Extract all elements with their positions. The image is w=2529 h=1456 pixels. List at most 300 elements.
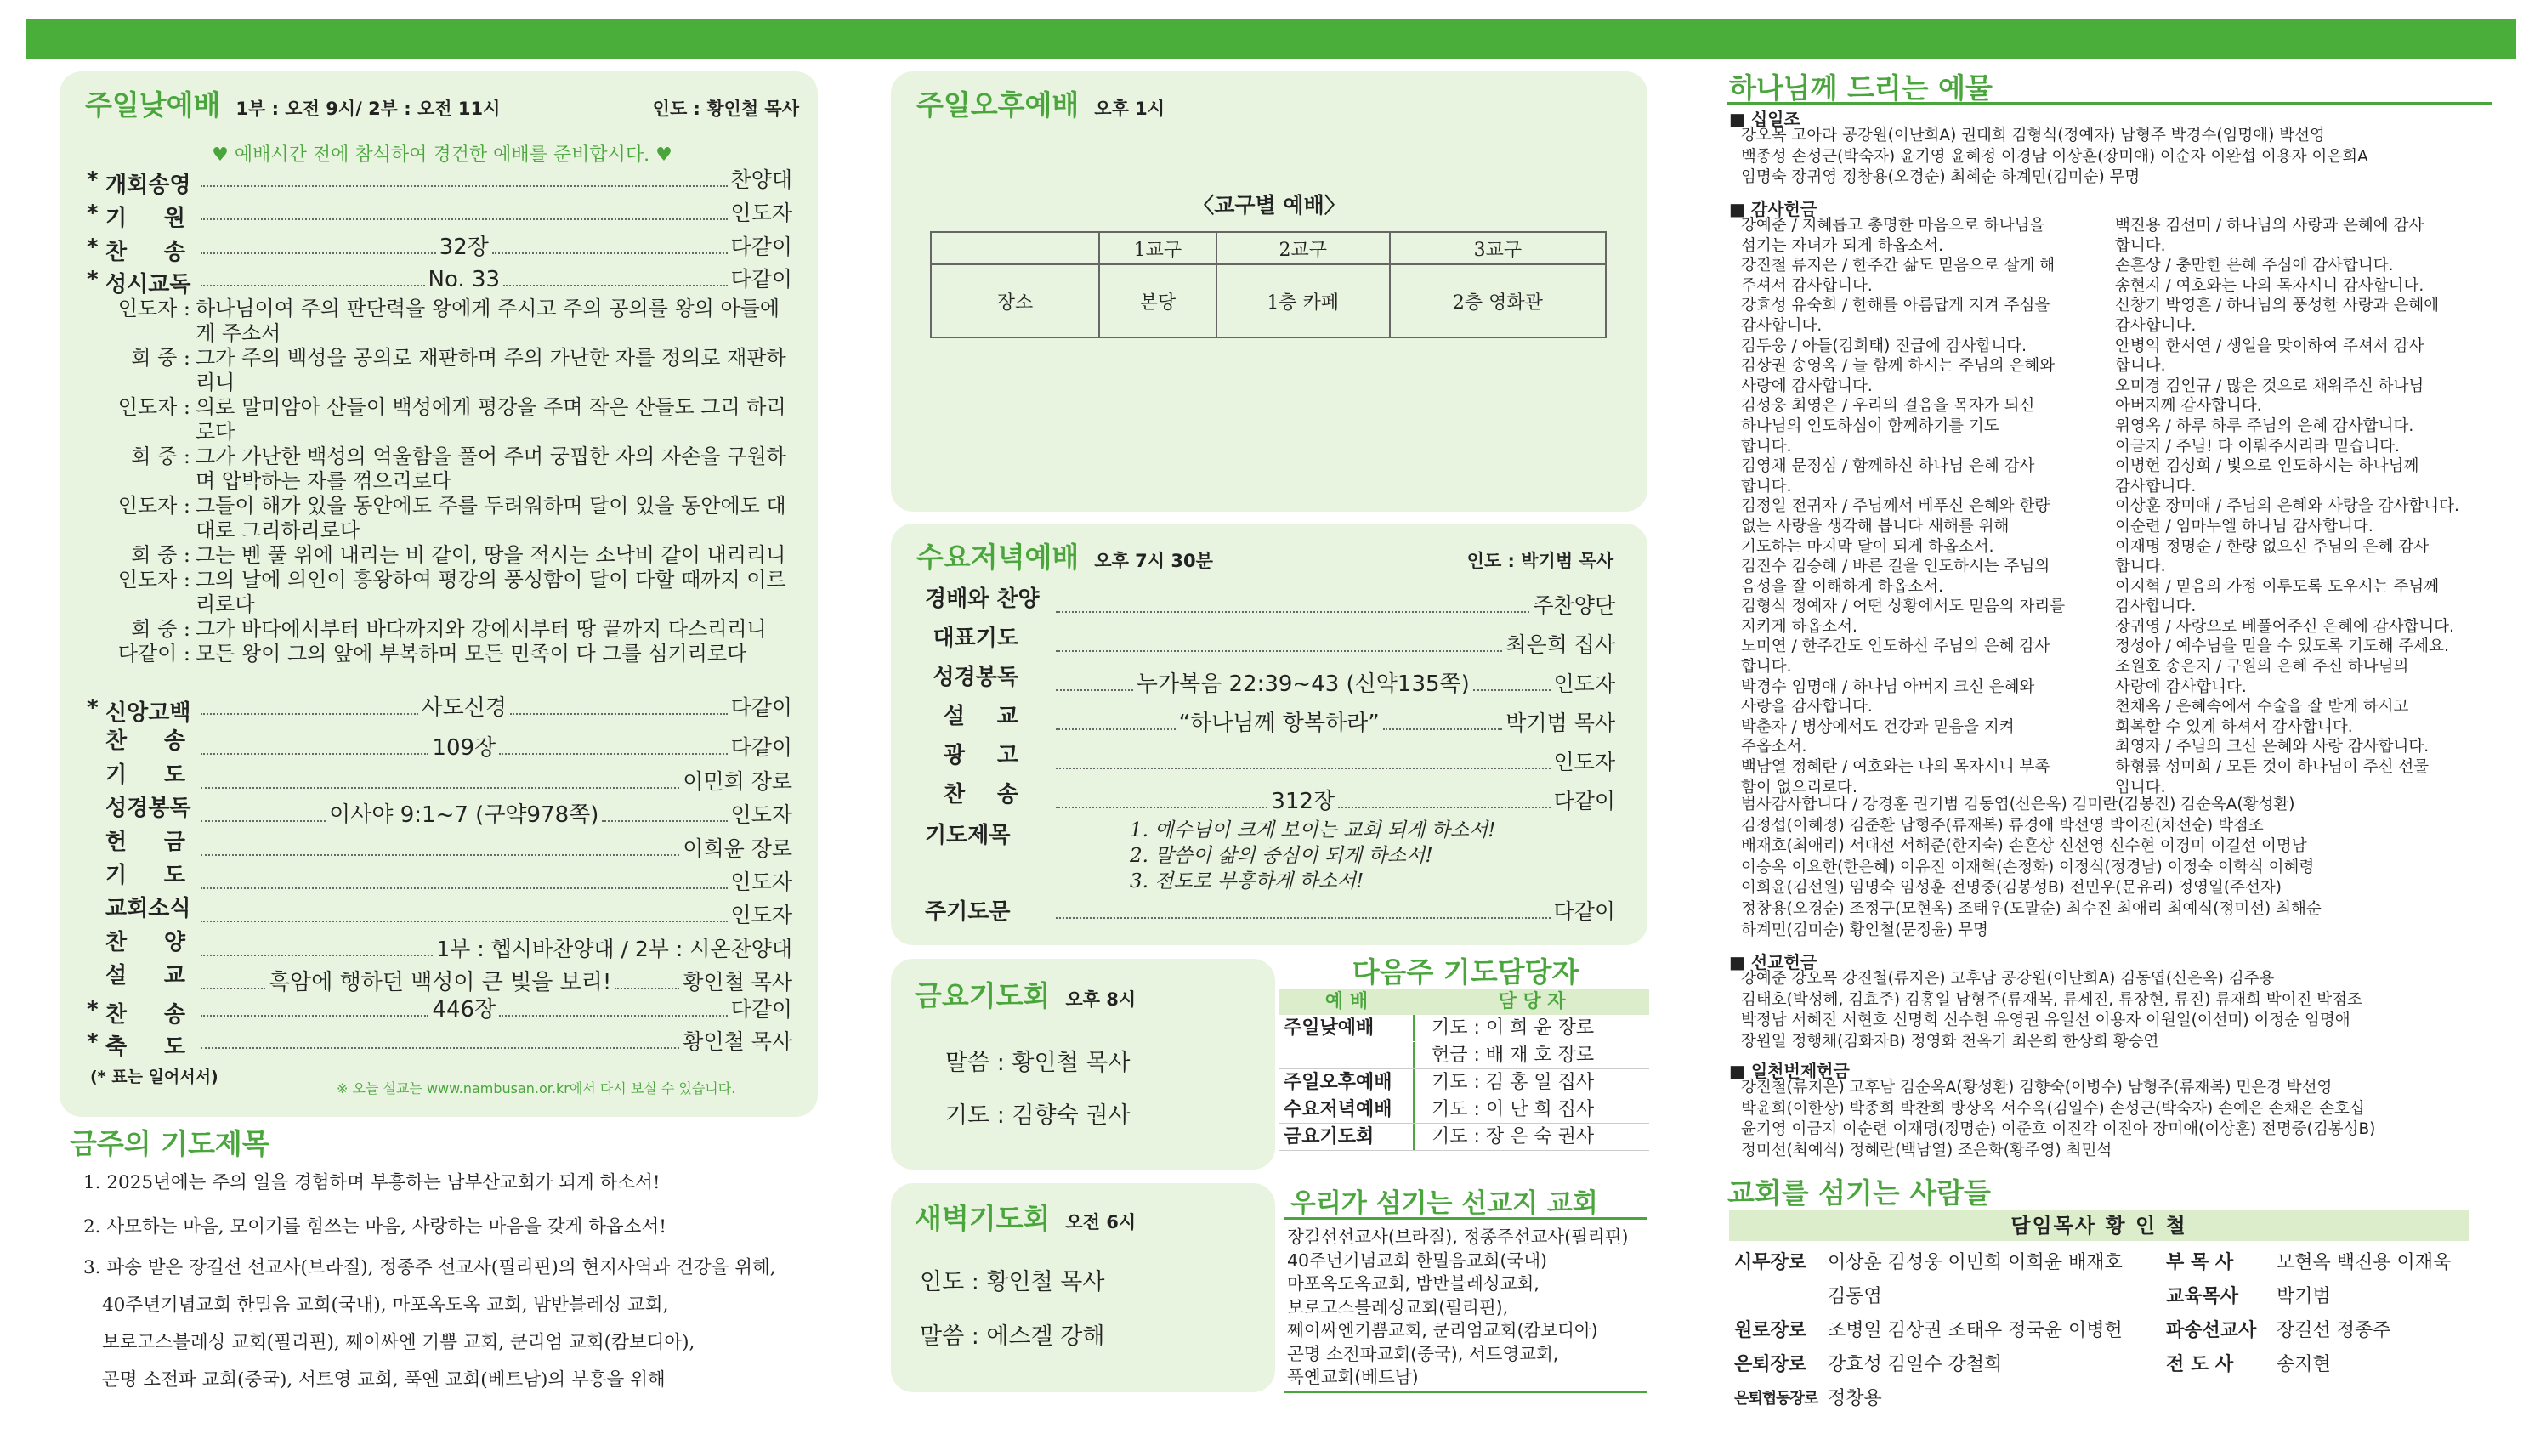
order-label-char: 찬	[105, 240, 128, 265]
offering-line: 백진용 김선미 / 하나님의 사랑과 은혜에 감사	[2115, 217, 2424, 235]
order-leader: 이희윤 장로	[683, 836, 792, 861]
responsive-speaker: 인도자 :	[117, 568, 190, 592]
mission-offering-list	[1741, 969, 2362, 1052]
staff-left	[1734, 1246, 2159, 1416]
order-label-char: 금	[163, 829, 185, 855]
leader-dots	[201, 218, 728, 220]
staff-names-line: 강효성 김일수 강철희	[1828, 1354, 2003, 1375]
order-star	[925, 620, 933, 652]
order-label-char: 광	[944, 743, 966, 768]
responsive-line	[98, 642, 797, 666]
ilcheon-offering-list	[1741, 1078, 2375, 1161]
order-label	[87, 790, 197, 822]
offering-line: 김정일 전귀자 / 주님께서 베푸신 은혜와 한량	[1741, 497, 2050, 516]
order-label-char: 찬	[105, 929, 128, 955]
order-leader: 다같이	[730, 735, 793, 761]
offering-line: 천채옥 / 은혜속에서 수술을 잘 받게 하시고	[2115, 698, 2409, 717]
nextweek-row	[1279, 1042, 1649, 1069]
staff-role: 교육목사	[2166, 1286, 2239, 1307]
order-leader: 인도자	[730, 802, 793, 828]
offering-line: 사랑을 감사합니다.	[1741, 698, 1873, 717]
order-row	[87, 196, 792, 229]
staff-names-line: 장길선 정종주	[2277, 1320, 2391, 1341]
order-label	[87, 267, 197, 298]
staff-role: 시무장로	[1734, 1252, 1807, 1273]
offering-line: 김정섭(이혜정) 김준환 남형주(류재복) 류경애 박선영 박이진(차선순) 박점조	[1741, 816, 2264, 835]
missions-list	[1287, 1226, 1628, 1390]
order-label-text	[105, 201, 197, 232]
order-label-text	[105, 1029, 197, 1061]
order-star	[87, 824, 105, 856]
nextweek-header-service: 예 배	[1324, 991, 1369, 1012]
nextweek-person: 헌금 : 배 재 호 장로	[1432, 1045, 1595, 1066]
staff-names	[2277, 1246, 2451, 1280]
order-row	[925, 620, 1615, 660]
order-leader: 인도자	[730, 869, 792, 894]
order-label-char: 교	[996, 704, 1018, 729]
leader-dots	[1056, 728, 1176, 730]
responsive-speaker: 회 중 :	[131, 445, 190, 468]
nextweek-service: 주일오후예배	[1279, 1069, 1415, 1096]
order-content: 누가복음 22:39~43 (신약135쪽)	[1136, 671, 1470, 697]
order-label-text	[105, 858, 197, 889]
staff-right	[2166, 1246, 2506, 1382]
order-leader: 다같이	[1553, 789, 1616, 813]
order-label-char: 찬	[105, 728, 128, 755]
prayer-item: 40주년기념교회 한밀음 교회(국내), 마포옥도옥 교회, 밤반블레싱 교회,	[102, 1295, 669, 1316]
offering-line: 사랑에 감사합니다.	[2115, 677, 2247, 696]
offering-line: 입니다.	[2115, 778, 2166, 796]
order-row	[87, 925, 792, 961]
order-label-text	[105, 824, 197, 856]
leader-dots	[492, 252, 728, 254]
offering-line: 강진철 류지은 / 한주간 삶도 믿음으로 살게 해	[1741, 257, 2056, 275]
leader-dots	[201, 1015, 428, 1017]
leader-dots	[1056, 689, 1133, 691]
staff-row	[1734, 1314, 2159, 1348]
order-leader: 최은희 집사	[1505, 632, 1615, 657]
order-label-text	[105, 958, 197, 989]
offering-line: 정미선(최예식) 정혜란(백남열) 조은화(황주영) 최민석	[1741, 1141, 2112, 1159]
staff-names-line: 박기범	[2277, 1286, 2331, 1307]
order-star	[925, 738, 944, 769]
offering-line: 이희윤(김선원) 임명숙 임성훈 전명중(김봉성B) 전민우(문유리) 정영일(주선자)	[1741, 879, 2282, 898]
order-label	[87, 824, 197, 856]
mission-line: 보로고스블레싱교회(필리핀),	[1287, 1296, 1509, 1317]
responsive-line	[98, 617, 797, 642]
wednesday-prayer-item: 2. 말씀이 삶의 중심이 되게 하소서!	[1130, 845, 1433, 867]
order-leader: 황인철 목사	[683, 970, 793, 995]
order-leader: 박기범 목사	[1505, 711, 1615, 735]
offering-line: 이병헌 김성희 / 빛으로 인도하시는 하나님께	[2115, 457, 2419, 476]
offering-line: 김성웅 최영은 / 우리의 걸음을 목자가 되신	[1741, 397, 2035, 416]
order-content: 흑암에 행하던 백성이 큰 빛을 보리!	[268, 970, 612, 996]
wednesday-preacher: 인도 : 박기범 목사	[1466, 551, 1613, 571]
order-star	[925, 660, 933, 691]
offering-line: 강진철(류지은) 고후남 김순옥A(황성환) 김향숙(이병수) 남형주(류재복) 민은경 박선영	[1741, 1079, 2333, 1096]
order-row	[87, 757, 792, 794]
responsive-line	[98, 543, 797, 568]
order-row	[87, 1025, 792, 1058]
parish-table	[930, 231, 1607, 338]
leader-dots	[201, 820, 326, 822]
nextweek-person: 기도 : 김 홍 일 집사	[1432, 1072, 1595, 1093]
wednesday-prayer-items	[1130, 818, 1496, 894]
order-leader: 다같이	[730, 267, 792, 292]
leader-dots	[201, 753, 428, 755]
order-label-char: 기	[105, 762, 128, 788]
staff-names	[1828, 1382, 1882, 1416]
offering-line: 함이 없으리로다.	[1741, 778, 1857, 796]
offering-line: 박경수 임명애 / 하나님 아버지 크신 은혜와	[1741, 677, 2035, 696]
staff-names	[2277, 1280, 2331, 1314]
sunday-footnote: (* 표는 일어서서)	[90, 1068, 218, 1086]
nextweek-person: 기도 : 장 은 숙 권사	[1432, 1126, 1595, 1147]
offering-line: 김태호(박성혜, 김효주) 김홍일 남형주(류재복, 류세진, 류장현, 류진) 류재희 박이진 박점조	[1741, 990, 2362, 1009]
top-banner	[26, 19, 2516, 59]
order-label-char: 송	[163, 728, 185, 755]
offering-line: 강예준 강오목 강진철(류지은) 고후남 공강원(이난희A) 김동엽(신은옥) 김주용	[1741, 970, 2275, 988]
responsive-speaker: 인도자 :	[117, 395, 190, 419]
nextweek-header-person: 담 당 자	[1498, 991, 1566, 1012]
leader-dots	[1056, 768, 1551, 769]
responsive-text: 하나님이여 주의 판단력을 왕에게 주시고 주의 공의를 왕의 아들에게 주소서	[196, 297, 780, 345]
staff-row	[1734, 1382, 2159, 1416]
mission-line: 장길선선교사(브라질), 정종주선교사(필리핀)	[1287, 1227, 1629, 1247]
thanks-heading: ■ 감사헌금	[1729, 199, 1817, 219]
staff-role: 부 목 사	[2166, 1252, 2234, 1273]
tithe-list	[1741, 126, 2368, 189]
order-row	[87, 790, 793, 829]
offering-line: 섬기는 자녀가 되게 하옵소서.	[1741, 236, 1943, 255]
leader-dots	[201, 854, 679, 856]
leader-dots	[1473, 689, 1551, 691]
offering-line: 주옵소서.	[1741, 738, 1807, 756]
offering-line: 이승옥 이요한(한은혜) 이유진 이재혁(손정화) 이정식(정경남) 이정숙 이학식 이혜령	[1741, 858, 2315, 876]
offering-line: 합니다.	[2115, 357, 2166, 376]
offering-line: 범사감사합니다 / 강경훈 권기범 김동엽(신은옥) 김미란(김봉진) 김순옥A(황성환)	[1741, 796, 2295, 813]
offering-line: 감사합니다.	[2115, 477, 2197, 496]
responsive-line	[98, 568, 797, 617]
order-star	[87, 958, 105, 989]
offering-line: 합니다.	[1741, 658, 1792, 677]
order-label	[87, 858, 197, 889]
order-label	[925, 660, 1052, 691]
nextweek-row	[1279, 1015, 1649, 1042]
staff-names	[1828, 1246, 2123, 1314]
responsive-text: 그가 가난한 백성의 억울함을 풀어 주며 궁핍한 자의 자손을 구원하며 압박하는 자를 꺾으리로다	[196, 445, 786, 493]
staff-role: 은퇴협동장로	[1734, 1390, 1818, 1408]
leader-dots	[201, 921, 728, 922]
offering-line: 노미연 / 한주간도 인도하신 주님의 은혜 감사	[1741, 637, 2050, 656]
friday-line1: 말씀 : 황인철 목사	[945, 1050, 1131, 1076]
wednesday-prayer-label: 기도제목	[925, 823, 1011, 848]
offering-line: 김진수 김승혜 / 바른 길을 인도하시는 주님의	[1741, 558, 2050, 576]
order-label	[87, 235, 197, 266]
offering-line: 하나님의 인도하심이 함께하기를 기도	[1741, 416, 1999, 435]
order-label	[87, 997, 197, 1028]
offering-line: 이상훈 장미애 / 주님의 은혜와 사랑을 감사합니다.	[2115, 497, 2459, 516]
order-row	[87, 163, 792, 196]
staff-row	[2166, 1280, 2506, 1314]
offering-line: 이재명 정명순 / 한량 없으신 주님의 은혜 감사	[2115, 537, 2430, 556]
order-label-text: 성경봉독	[105, 796, 191, 822]
offering-line: 윤기영 이금지 이순련 이재명(정명순) 이준호 이진각 이진아 장미애(이상훈) 전명중(김봉성B)	[1741, 1120, 2376, 1138]
sunday-notice: ♥ 예배시간 전에 참석하여 경건한 예배를 준비합시다. ♥	[212, 144, 672, 166]
sunday-time: 1부 : 오전 9시/ 2부 : 오전 11시	[235, 99, 501, 119]
order-label-char: 송	[163, 240, 185, 265]
nextweek-table	[1279, 989, 1649, 1151]
leader-dots	[615, 988, 679, 989]
offering-line: 아버지께 감사합니다.	[2115, 397, 2262, 416]
offering-line: 강예준 / 지혜롭고 총명한 마음으로 하나님을	[1741, 217, 2045, 235]
responsive-speaker: 회 중 :	[131, 617, 190, 641]
afternoon-time: 오후 1시	[1094, 99, 1165, 119]
offering-line: 합니다.	[1741, 477, 1792, 496]
responsive-speaker: 인도자 :	[117, 297, 190, 320]
leader-dots	[1056, 611, 1529, 613]
order-label-char: 고	[996, 743, 1018, 768]
responsive-reading	[98, 297, 797, 666]
order-label-text: 경배와 찬양	[925, 586, 1040, 612]
order-leader: 1부 : 헵시바찬양대 / 2부 : 시온찬양대	[436, 936, 792, 961]
order-label-char: 도	[163, 862, 185, 888]
order-label-char: 설	[944, 704, 966, 729]
sunday-order-bottom	[87, 690, 792, 1058]
order-row	[925, 777, 1615, 816]
order-label	[925, 620, 1052, 652]
order-label-char: 찬	[105, 1001, 128, 1028]
offering-line: 배재호(최애리) 서대선 서해준(한지숙) 손흔상 신선영 신수현 이경미 이길선 이명남	[1741, 837, 2307, 856]
order-label-char: 양	[163, 929, 185, 955]
nextweek-row	[1279, 1096, 1649, 1124]
order-label-text	[105, 925, 197, 956]
order-label	[87, 723, 197, 755]
offering-line: 지키게 하옵소서.	[1741, 617, 1857, 636]
staff-row	[2166, 1246, 2506, 1280]
order-leader: 황인철 목사	[683, 1028, 792, 1054]
offering-line: 음성을 잘 이해하게 하옵소서.	[1741, 577, 1943, 596]
order-label-char: 원	[163, 206, 185, 231]
offering-line: 하계민(김미순) 황인철(문정윤) 무명	[1741, 921, 1988, 939]
nextweek-service: 주일낮예배	[1279, 1015, 1415, 1041]
staff-names-line: 정창용	[1828, 1388, 1882, 1409]
offering-line: 김형식 정예자 / 어떤 상황에서도 믿음의 자리를	[1741, 598, 2066, 616]
staff-title: 교회를 섬기는 사람들	[1727, 1176, 1991, 1210]
offering-line: 이금지 / 주님! 다 이뤄주시리라 믿습니다.	[2115, 437, 2400, 456]
order-label-text	[944, 777, 1052, 808]
leader-dots	[201, 887, 728, 889]
senior-pastor-bar: 담임목사 황 인 철	[1729, 1210, 2469, 1241]
nextweek-person: 기도 : 이 난 희 집사	[1432, 1099, 1595, 1120]
offering-line: 감사합니다.	[2115, 316, 2197, 335]
offering-line: 임명숙 장귀영 정창용(오경순) 최혜순 하계민(김미순) 무명	[1741, 168, 2141, 186]
friday-time: 오후 8시	[1065, 989, 1137, 1010]
wednesday-time: 오후 7시 30분	[1094, 551, 1213, 571]
leader-dots	[1056, 650, 1502, 652]
offering-line: 감사합니다.	[1741, 316, 1823, 335]
tithe-heading: ■ 십일조	[1729, 109, 1800, 129]
order-label	[925, 777, 1052, 808]
offering-line: 장귀영 / 사랑으로 베풀어주신 은혜에 감사합니다.	[2115, 617, 2454, 636]
order-label	[87, 757, 197, 789]
leader-dots	[201, 988, 265, 989]
parish-header-1: 1교구	[1099, 232, 1216, 264]
staff-names	[2277, 1348, 2331, 1382]
nextweek-row	[1279, 1069, 1649, 1096]
nextweek-service: 수요저녁예배	[1279, 1096, 1415, 1123]
staff-row	[2166, 1314, 2506, 1348]
order-label	[87, 891, 197, 922]
parish-header-2: 2교구	[1216, 232, 1390, 264]
offering-line: 박정남 서혜진 서현호 신명희 신수현 유영권 유일선 이용자 이원일(이선미) 이정순 임명애	[1741, 1011, 2350, 1029]
leader-dots	[1383, 728, 1503, 730]
order-content: “하나님께 항복하라”	[1178, 711, 1380, 736]
order-row	[925, 581, 1615, 620]
prayer-item: 곤명 소전파 교회(중국), 서트영 교회, 푹옌 교회(베트남)의 부흥을 위해	[102, 1369, 666, 1391]
order-label-char: 송	[163, 1001, 185, 1028]
order-star	[87, 891, 105, 922]
sunday-footnote-url: ※ 오늘 설교는 www.nambusan.or.kr에서 다시 보실 수 있습니다.	[337, 1080, 736, 1096]
order-row	[87, 723, 793, 762]
mission-heading: ■ 선교헌금	[1729, 952, 1817, 972]
order-content: 109장	[432, 735, 496, 762]
offering-line: 감사합니다.	[2115, 598, 2197, 616]
nextweek-person: 기도 : 이 희 윤 장로	[1432, 1017, 1595, 1039]
responsive-text: 그들이 해가 있을 동안에도 주를 두려워하며 달이 있을 동안에도 대대로 그리하리로다	[196, 494, 786, 542]
offerings-title: 하나님께 드리는 예물	[1729, 71, 1993, 105]
dawn-title: 새벽기도회	[915, 1202, 1051, 1235]
order-label-char: 교	[163, 963, 185, 989]
wednesday-prayer	[925, 818, 1615, 894]
order-label-text	[944, 699, 1052, 730]
offering-line: 장원일 정행채(김화자B) 정영화 천옥기 최은희 한상희 황승연	[1741, 1032, 2159, 1051]
order-star	[87, 790, 105, 822]
order-row	[87, 690, 793, 726]
offering-line: 하형률 성미희 / 모든 것이 하나님이 주신 선물	[2115, 758, 2430, 777]
responsive-speaker: 다같이 :	[117, 642, 190, 666]
offering-line: 주셔서 감사합니다.	[1741, 276, 1873, 295]
order-label-text	[105, 997, 197, 1028]
friday-title: 금요기도회	[915, 979, 1051, 1012]
offering-line: 기도하는 마지막 달이 되게 하옵소서.	[1741, 537, 1994, 556]
order-label-text	[105, 235, 197, 266]
order-leader: 다같이	[730, 695, 793, 720]
leader-dots	[201, 185, 728, 187]
friday-line2: 기도 : 김향숙 권사	[945, 1102, 1131, 1129]
prayer-item: 보로고스블레싱 교회(필리핀), 쩨이싸엔 기쁨 교회, 쿤리엄 교회(캄보디아),	[102, 1332, 695, 1353]
leader-dots	[510, 713, 728, 715]
order-label-char: 찬	[944, 782, 966, 807]
staff-row	[1734, 1246, 2159, 1314]
responsive-text: 그가 주의 백성을 공의로 재판하며 주의 가난한 자를 정의로 재판하리니	[196, 346, 786, 394]
order-label	[925, 738, 1052, 769]
order-label-text: 성경봉독	[933, 665, 1018, 690]
order-content: 446장	[432, 996, 496, 1023]
responsive-line	[98, 445, 797, 494]
order-star	[925, 699, 944, 730]
order-row	[925, 738, 1615, 777]
order-leader: 이민희 장로	[683, 768, 792, 794]
offering-line: 이지혁 / 믿음의 가정 이루도록 도우시는 주님께	[2115, 577, 2440, 596]
order-star	[87, 858, 105, 889]
staff-names-line: 이상훈 김성웅 이민희 이희윤 배재호	[1828, 1252, 2123, 1273]
order-label-text: 성시교독	[105, 272, 191, 297]
order-label	[87, 1029, 197, 1061]
parish-cell-0: 장소	[931, 264, 1099, 337]
order-row	[87, 891, 792, 928]
nextweek-service: 금요기도회	[1279, 1124, 1415, 1150]
order-label-char: 송	[996, 782, 1018, 807]
staff-names	[1828, 1314, 2123, 1348]
order-star: *	[87, 996, 99, 1023]
order-star: *	[87, 1028, 99, 1055]
order-star: *	[87, 201, 99, 226]
order-leader: 인도자	[1553, 750, 1615, 774]
staff-names	[1828, 1348, 2002, 1382]
wednesday-prayer-item: 3. 전도로 부흥하게 하소서!	[1130, 870, 1364, 892]
staff-names	[2277, 1314, 2391, 1348]
order-star: *	[87, 267, 99, 292]
offering-line: 김상권 송영옥 / 늘 함께 하시는 주님의 은혜와	[1741, 357, 2056, 376]
offering-line: 합니다.	[1741, 437, 1792, 456]
order-row	[87, 824, 792, 861]
sunday-order-top	[87, 163, 792, 296]
dawn-time: 오전 6시	[1065, 1212, 1137, 1232]
order-label-text	[105, 723, 197, 755]
order-label-text: 교회소식	[105, 896, 191, 922]
order-label-char: 설	[105, 963, 128, 989]
sunday-header	[85, 83, 799, 167]
parish-cell-2: 1층 카페	[1216, 264, 1390, 337]
offering-line: 최영자 / 주님의 크신 은혜와 사랑 감사합니다.	[2115, 738, 2430, 756]
responsive-text: 모든 왕이 그의 앞에 부복하며 모든 민족이 다 그를 섬기리로다	[196, 642, 747, 666]
order-leader: 인도자	[730, 903, 792, 928]
order-label-text: 신앙고백	[105, 700, 191, 726]
staff-names-line: 모현옥 백진용 이재욱	[2277, 1252, 2452, 1273]
leader-dots	[201, 1047, 679, 1049]
staff-role: 파송선교사	[2166, 1320, 2257, 1341]
responsive-line	[98, 346, 797, 395]
responsive-line	[98, 494, 797, 543]
order-leader: 인도자	[730, 201, 792, 225]
order-row	[87, 229, 792, 263]
order-star	[87, 723, 105, 755]
offering-line: 강오목 고아라 공강원(이난희A) 권태희 김형식(정예자) 남형주 박경수(임명애) 박선영	[1741, 127, 2325, 144]
leader-dots	[503, 285, 728, 286]
parish-header-3: 3교구	[1390, 232, 1606, 264]
offering-line: 손흔상 / 충만한 은혜 주심에 감사합니다.	[2115, 257, 2394, 275]
mission-line: 마포옥도옥교회, 밤반블레싱교회,	[1287, 1273, 1540, 1294]
offering-line: 조원호 송은지 / 구원의 은혜 주신 하나님의	[2115, 658, 2409, 677]
offering-line: 박춘자 / 병상에서도 건강과 믿음을 지켜	[1741, 717, 2015, 736]
staff-role: 원로장로	[1734, 1320, 1807, 1341]
offering-line: 정창용(오경순) 조정구(모현옥) 조태우(도말순) 최수진 최애리 최예식(정미선) 최해순	[1741, 899, 2322, 918]
wednesday-title: 수요저녁예배	[916, 541, 1080, 574]
order-row	[925, 660, 1615, 699]
order-label	[87, 695, 197, 727]
parish-cell-3: 2층 영화관	[1390, 264, 1606, 337]
responsive-text: 그는 벤 풀 위에 내리는 비 같이, 땅을 적시는 소낙비 같이 내리리니	[196, 543, 786, 567]
afternoon-title: 주일오후예배	[916, 88, 1080, 122]
thanks-right-list	[2115, 216, 2459, 797]
order-label-char: 축	[105, 1034, 128, 1060]
order-label-char: 도	[163, 1034, 185, 1060]
offering-line: 강효성 유숙희 / 한해를 아름답게 지켜 주심을	[1741, 297, 2050, 315]
mission-line: 푹옌교회(베트남)	[1287, 1367, 1419, 1387]
offering-line: 위영옥 / 하루 하루 주님의 은혜 감사합니다.	[2115, 416, 2414, 435]
leader-dots	[201, 787, 679, 789]
